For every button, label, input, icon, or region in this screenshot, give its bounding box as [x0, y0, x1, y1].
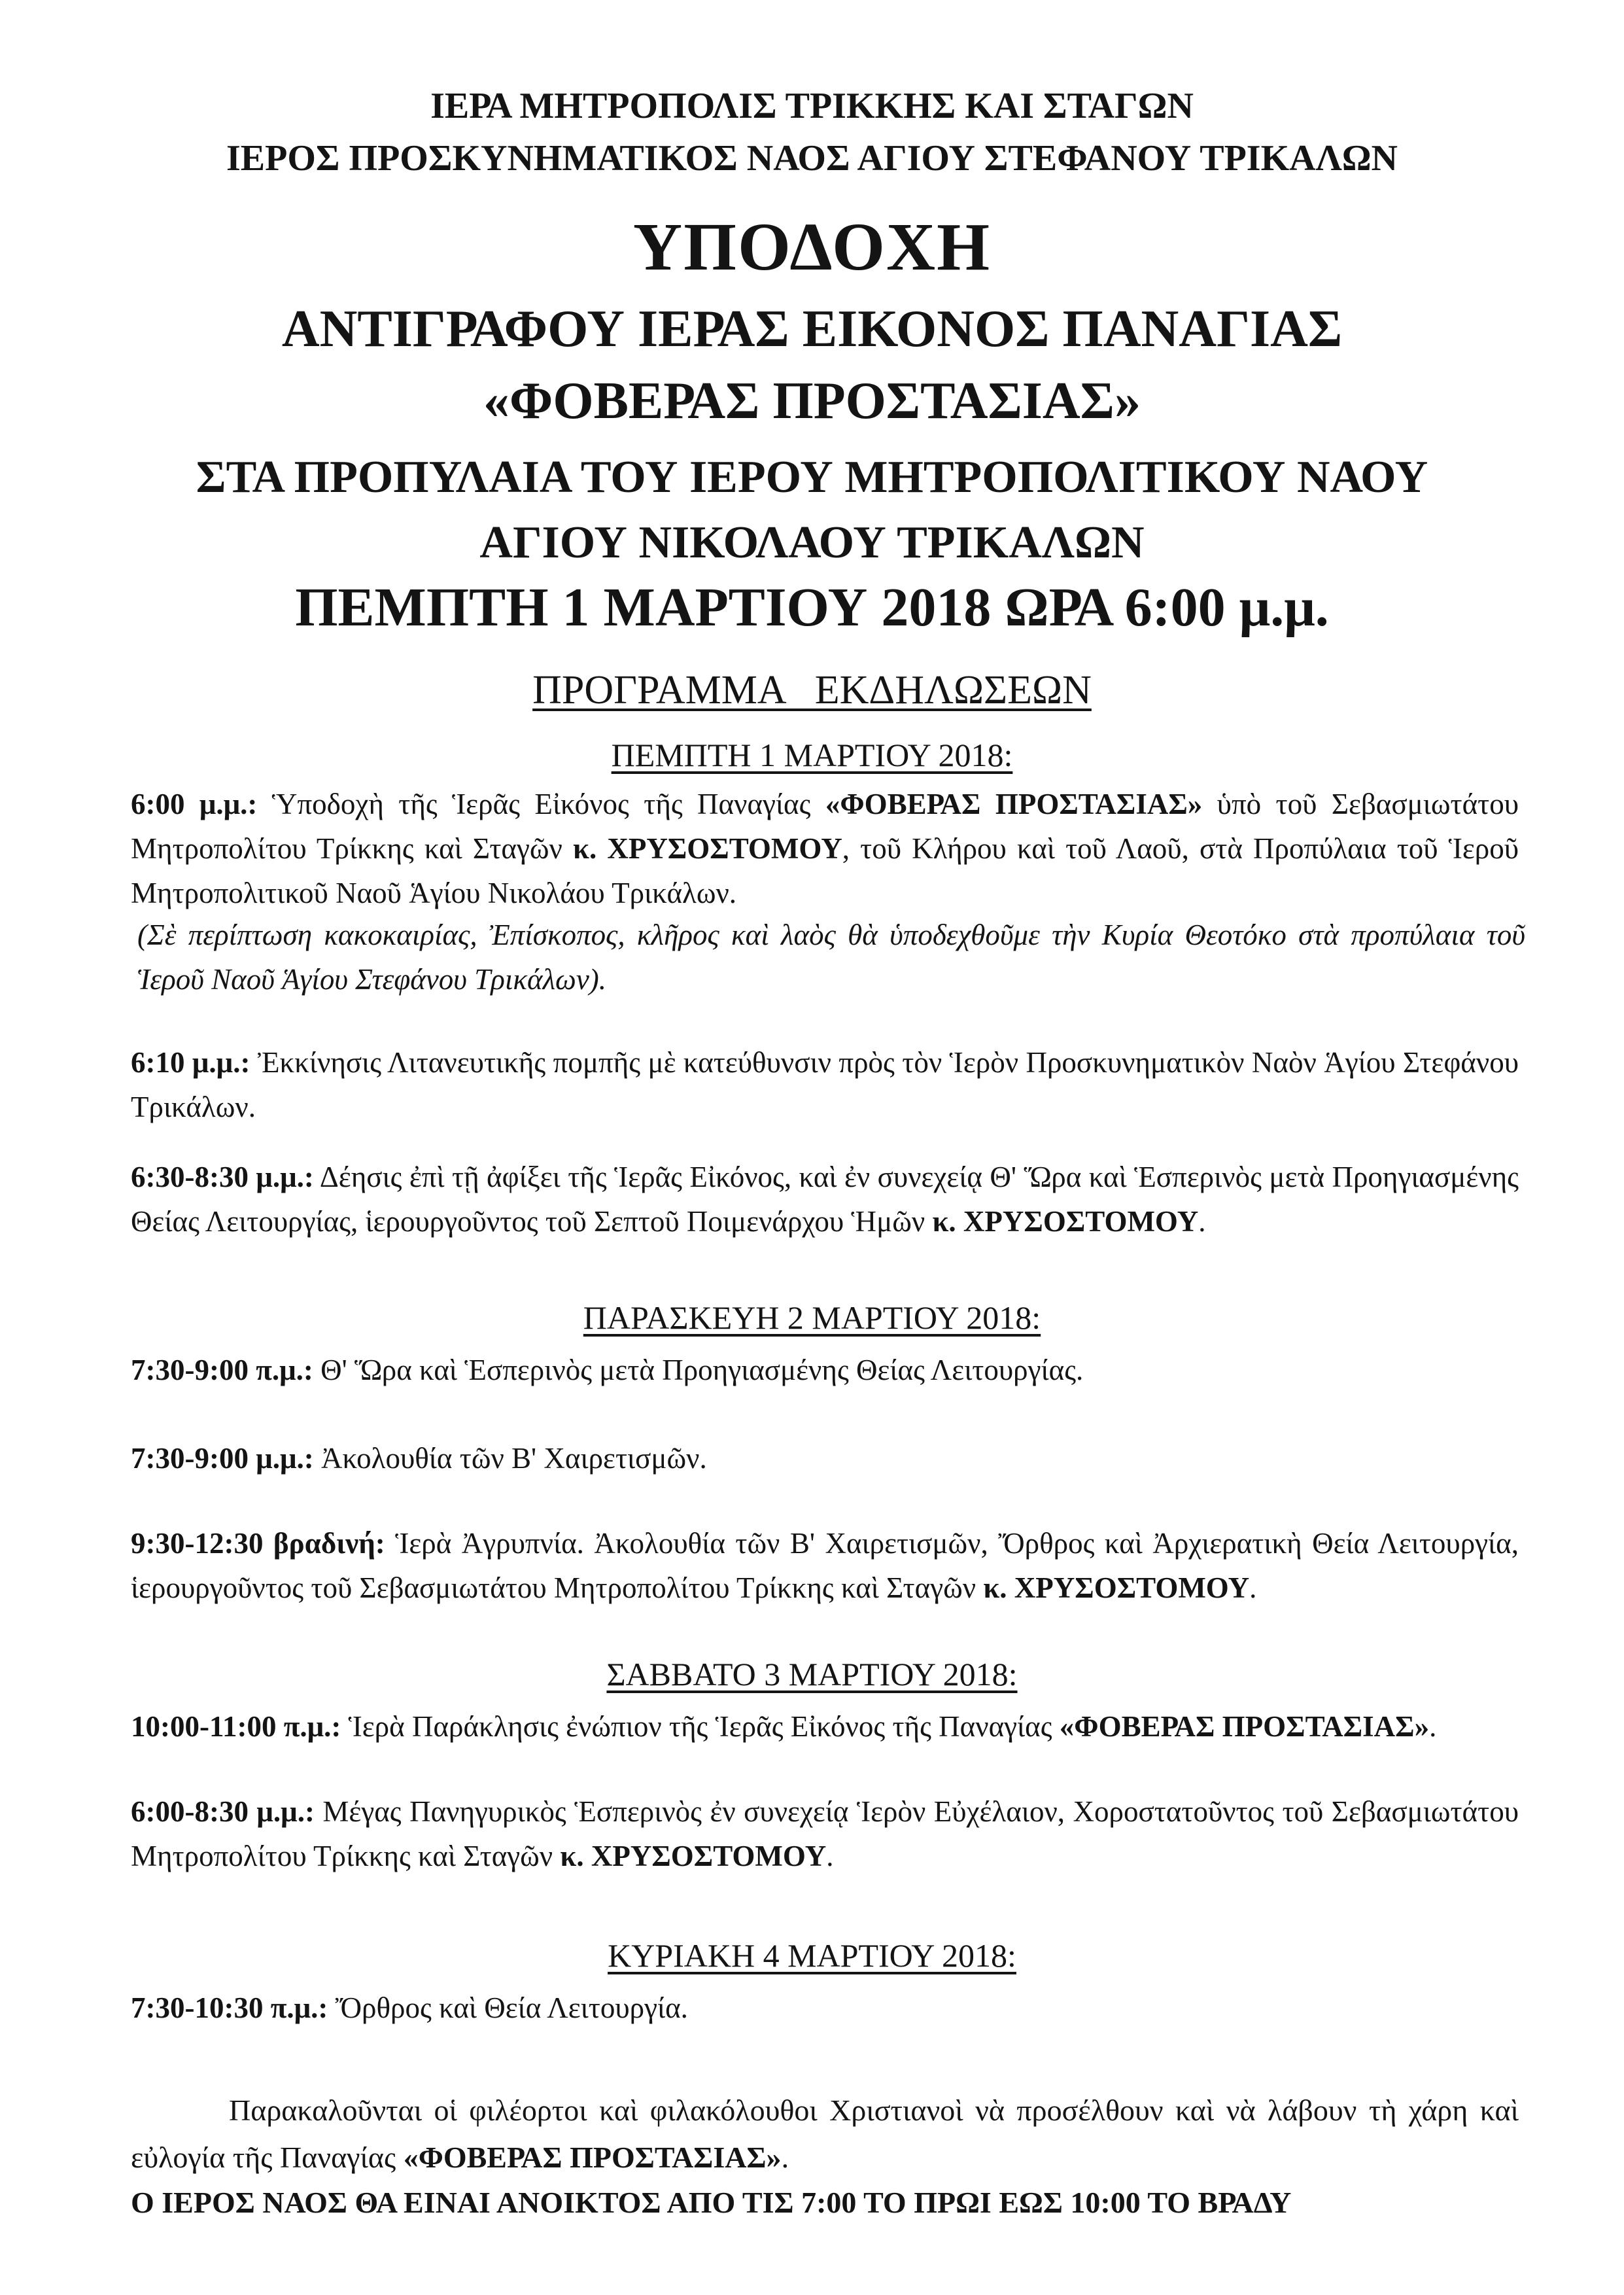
entry-text: Ἐκκίνησις Λιτανευτικῆς πομπῆς μὲ κατεύθυνσιν πρὸς τὸν Ἱερὸν Προσκυνηματικὸν Ναὸν Ἁγίου Στεφάνου Τρικάλων.: [131, 1046, 1519, 1123]
day-heading-text: ΠΕΜΠΤΗ 1 ΜΑΡΤΙΟΥ 2018:: [611, 737, 1013, 773]
day-heading-2: [0, 1299, 1624, 1337]
entry-time: 7:30-9:00 π.μ.:: [131, 1354, 313, 1386]
entry-bold: κ. ΧΡΥΣΟΣΤΟΜΟΥ: [983, 1571, 1250, 1604]
entry-text: Ὑποδοχὴ τῆς Ἱερᾶς Εἰκόνος τῆς Παναγίας: [257, 788, 825, 820]
closing-text: Παρακαλοῦνται οἱ φιλέορτοι καὶ φιλακόλουθοι Χριστιανοὶ νὰ προσέλθουν καὶ νὰ λάβουν τὴ χάρη καὶ εὐλογία τῆς Παναγίας: [131, 2094, 1519, 2174]
day-heading-text: ΠΑΡΑΣΚΕΥΗ 2 ΜΑΡΤΙΟΥ 2018:: [583, 1299, 1041, 1336]
entry-text: Θ' Ὥρα καὶ Ἑσπερινὸς μετὰ Προηγιασμένης Θείας Λειτουργίας.: [313, 1354, 1084, 1386]
entry-time: 6:10 μ.μ.:: [131, 1046, 251, 1079]
title-place1: ΣΤΑ ΠΡΟΠΥΛΑΙΑ ΤΟΥ ΙΕΡΟΥ ΜΗΤΡΟΠΟΛΙΤΙΚΟΥ ΝΑΟΥ: [196, 452, 1428, 502]
entry-text: Ἱερὰ Ἀγρυπνία. Ἀκολουθία τῶν Β' Χαιρετισμῶν, Ὄρθρος καὶ Ἀρχιερατικὴ Θεία Λειτουργία, ἱερουργοῦντος τοῦ Σεβασμιωτάτου Μητροπολίτου Τρίκκης καὶ Σταγῶν: [131, 1527, 1519, 1604]
day-heading-text: ΣΑΒΒΑΤΟ 3 ΜΑΡΤΙΟΥ 2018:: [606, 1656, 1018, 1692]
entry-time: 10:00-11:00 π.μ.:: [131, 1710, 341, 1743]
entry-end: .: [826, 1840, 834, 1872]
entry-text: Ὄρθρος καὶ Θεία Λειτουργία.: [328, 1991, 688, 2024]
entry-bold: κ. ΧΡΥΣΟΣΤΟΜΟΥ: [560, 1840, 827, 1872]
entry-time: 9:30-12:30 βραδινή:: [131, 1527, 385, 1560]
entry-note: (Σὲ περίπτωση κακοκαιρίας, Ἐπίσκοπος, κλῆρος καὶ λαὸς θὰ ὑποδεχθοῦμε τὴν Κυρία Θεοτόκο στὰ προπύλαια τοῦ Ἱεροῦ Ναοῦ Ἁγίου Στεφάνου Τρικάλων).: [137, 919, 1525, 996]
program-entry: [131, 1704, 1519, 1749]
title-sub1: ΑΝΤΙΓΡΑΦΟΥ ΙΕΡΑΣ ΕΙΚΟΝΟΣ ΠΑΝΑΓΙΑΣ: [281, 300, 1343, 358]
closing-end: .: [781, 2141, 789, 2174]
day-heading-text: ΚΥΡΙΑΚΗ 4 ΜΑΡΤΙΟΥ 2018:: [608, 1937, 1016, 1974]
closing-bold: «ΦΟΒΕΡΑΣ ΠΡΟΣΤΑΣΙΑΣ»: [403, 2141, 782, 2174]
day-heading-4: [0, 1936, 1624, 1974]
program-heading-text: ΠΡΟΓΡΑΜΜΑ ΕΚΔΗΛΩΣΕΩΝ: [532, 668, 1092, 712]
program-entry: [131, 1789, 1519, 1878]
header-church: ΙΕΡΟΣ ΠΡΟΣΚΥΝΗΜΑΤΙΚΟΣ ΝΑΟΣ ΑΓΙΟΥ ΣΤΕΦΑΝΟΥ ΤΡΙΚΑΛΩΝ: [226, 138, 1398, 179]
entry-text: , τοῦ Κλήρου καὶ τοῦ Λαοῦ, στὰ Προπύλαια τοῦ Ἱεροῦ Μητροπολιτικοῦ Ναοῦ Ἁγίου Νικολάου Τρικάλων.: [131, 832, 1519, 909]
program-entry: [131, 782, 1519, 915]
closing-invitation: [131, 2087, 1519, 2181]
header-metropolis: ΙΕΡΑ ΜΗΤΡΟΠΟΛΙΣ ΤΡΙΚΚΗΣ ΚΑΙ ΣΤΑΓΩΝ: [430, 86, 1194, 126]
entry-time: 7:30-10:30 π.μ.:: [131, 1991, 328, 2024]
entry-end: .: [1198, 1205, 1206, 1238]
program-entry: [131, 1348, 1519, 1392]
entry-text: Ἀκολουθία τῶν Β' Χαιρετισμῶν.: [313, 1442, 707, 1475]
entry-text: Μέγας Πανηγυρικὸς Ἑσπερινὸς ἐν συνεχείᾳ Ἱερὸν Εὐχέλαιον, Χοροστατοῦντος τοῦ Σεβασμιωτάτου Μητροπολίτου Τρίκκης καὶ Σταγῶν: [131, 1795, 1519, 1872]
entry-time: 6:30-8:30 μ.μ.:: [131, 1161, 314, 1193]
title-sub2: «ΦΟΒΕΡΑΣ ΠΡΟΣΤΑΣΙΑΣ»: [483, 372, 1141, 430]
entry-time: 7:30-9:00 μ.μ.:: [131, 1442, 314, 1475]
opening-hours-note: Ο ΙΕΡΟΣ ΝΑΟΣ ΘΑ ΕΙΝΑΙ ΑΝΟΙΚΤΟΣ ΑΠΟ ΤΙΣ 7:00 ΤΟ ΠΡΩΙ ΕΩΣ 10:00 ΤΟ ΒΡΑΔΥ: [131, 2186, 1292, 2219]
entry-text: Δέησις ἐπὶ τῇ ἀφίξει τῆς Ἱερᾶς Εἰκόνος, καὶ ἐν συνεχείᾳ Θ' Ὥρα καὶ Ἑσπερινὸς μετὰ Προηγιασμένης Θείας Λειτουργίας, ἱερουργοῦντος τοῦ Σεπτοῦ Ποιμενάρχου Ἡμῶν: [131, 1161, 1519, 1238]
entry-bold: κ. ΧΡΥΣΟΣΤΟΜΟΥ: [932, 1205, 1199, 1238]
entry-end: .: [1249, 1571, 1257, 1604]
program-heading: [0, 667, 1624, 714]
program-entry: [131, 1436, 1519, 1480]
day-heading-3: [0, 1655, 1624, 1693]
entry-end: .: [1429, 1710, 1437, 1743]
title-main: ΥΠΟΔΟΧΗ: [633, 209, 991, 285]
entry-bold: «ΦΟΒΕΡΑΣ ΠΡΟΣΤΑΣΙΑΣ»: [1059, 1710, 1430, 1743]
program-entry: [131, 1986, 1519, 2030]
title-datetime: ΠΕΜΠΤΗ 1 ΜΑΡΤΙΟΥ 2018 ΩΡΑ 6:00 μ.μ.: [295, 577, 1329, 638]
program-entry: [131, 1155, 1519, 1244]
entry-text: ὑπὸ τοῦ Σεβασμιωτάτου Μητροπολίτου Τρίκκης καὶ Σταγῶν: [131, 788, 1519, 865]
entry-time: 6:00-8:30 μ.μ.:: [131, 1795, 315, 1828]
program-entry: [131, 1521, 1519, 1610]
entry-bold: «ΦΟΒΕΡΑΣ ΠΡΟΣΤΑΣΙΑΣ»: [825, 788, 1203, 820]
entry-time: 6:00 μ.μ.:: [131, 788, 258, 820]
program-entry: [131, 1040, 1519, 1129]
day-heading-1: [0, 736, 1624, 774]
title-place2: ΑΓΙΟΥ ΝΙΚΟΛΑΟΥ ΤΡΙΚΑΛΩΝ: [479, 517, 1145, 568]
entry-text: Ἱερὰ Παράκλησις ἐνώπιον τῆς Ἱερᾶς Εἰκόνος τῆς Παναγίας: [341, 1710, 1060, 1743]
entry-bold: κ. ΧΡΥΣΟΣΤΟΜΟΥ: [572, 832, 842, 865]
